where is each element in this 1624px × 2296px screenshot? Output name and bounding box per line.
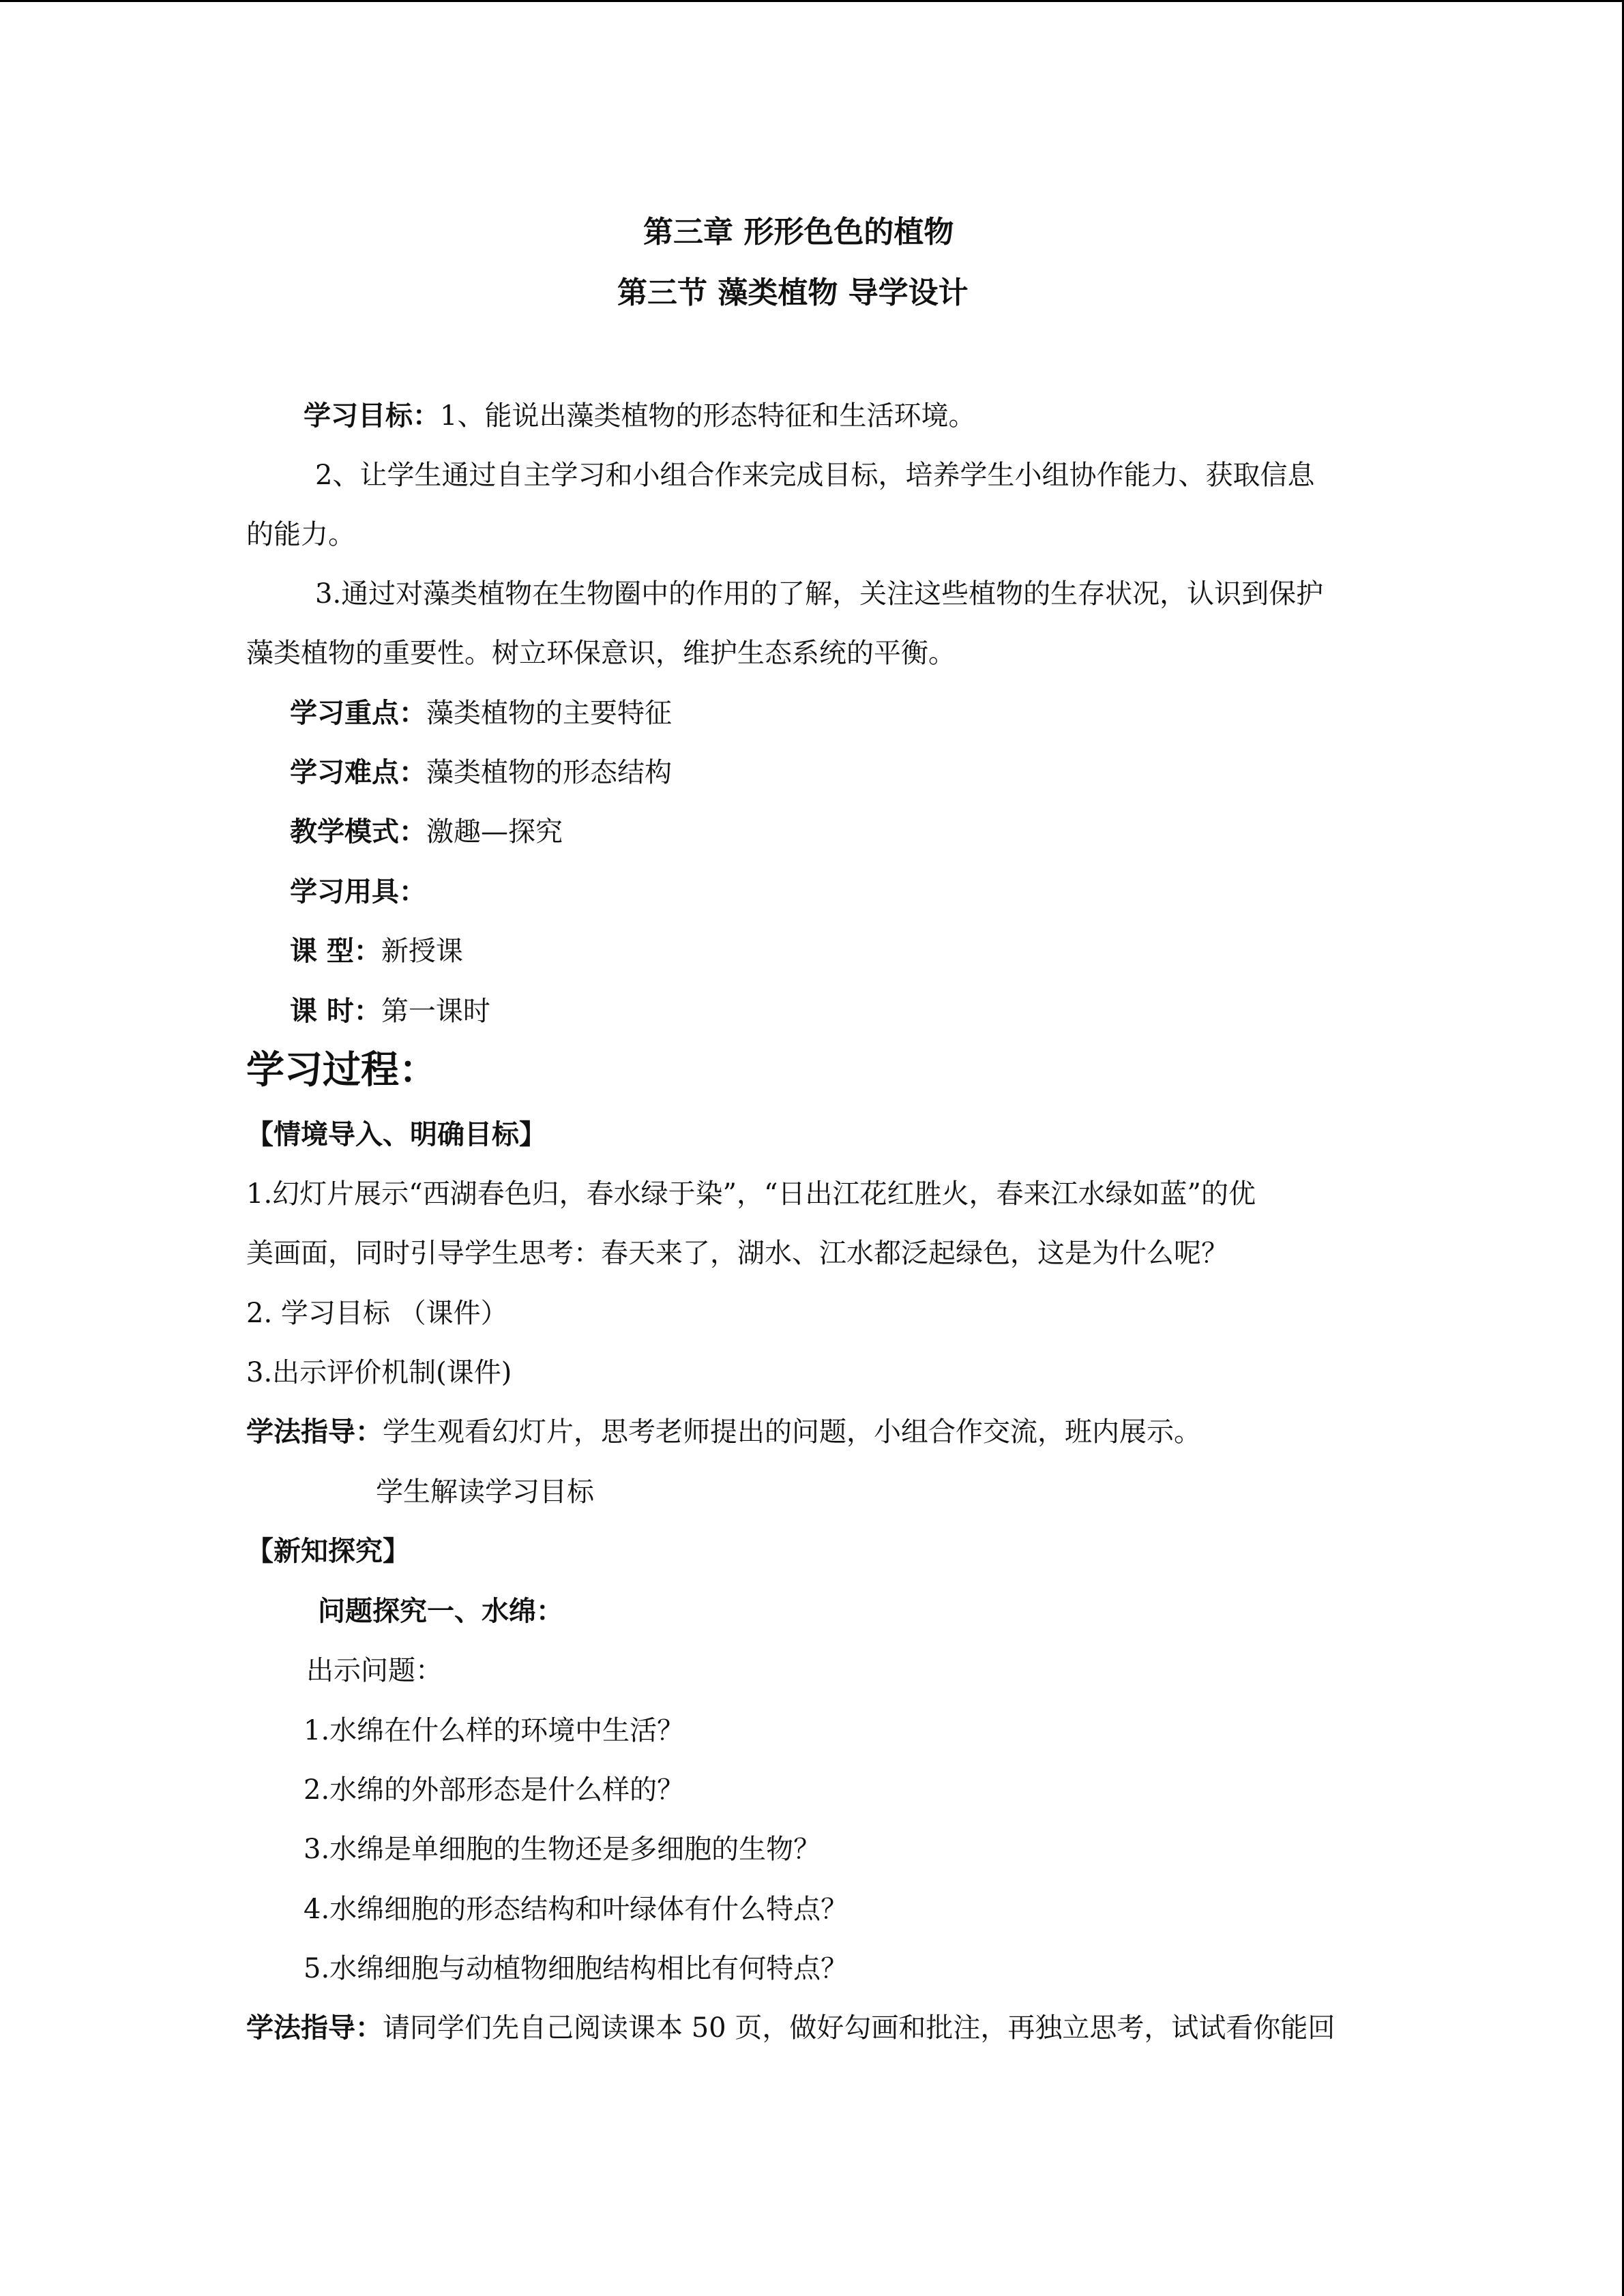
explore-study-guide-label: 学法指导： bbox=[246, 2012, 383, 2044]
intro-paragraph-1-line-1: 1.幻灯片展示“西湖春色归，春水绿于染”，“日出江花红胜火，春来江水绿如蓝”的优 bbox=[246, 1178, 1256, 1210]
lesson-time bbox=[290, 992, 490, 1030]
learning-tools bbox=[290, 873, 426, 911]
key-point-label: 学习重点： bbox=[290, 697, 426, 729]
lesson-type-label: 课 型： bbox=[290, 935, 381, 967]
difficulty-value: 藻类植物的形态结构 bbox=[426, 757, 672, 788]
lesson-time-value: 第一课时 bbox=[381, 996, 490, 1027]
intro-study-guide bbox=[246, 1413, 1201, 1451]
teaching-mode-label: 教学模式： bbox=[290, 816, 426, 848]
question-2: 2.水绵的外部形态是什么样的？ bbox=[304, 1774, 685, 1806]
teaching-mode-value: 激趣—探究 bbox=[426, 816, 563, 848]
question-4: 4.水绵细胞的形态结构和叶绿体有什么特点？ bbox=[304, 1894, 848, 1925]
document-subtitle: 第三节 藻类植物 导学设计 bbox=[617, 275, 969, 310]
difficulty bbox=[290, 754, 672, 792]
intro-paragraph-3: 3.出示评价机制(课件) bbox=[246, 1357, 512, 1388]
lesson-type bbox=[290, 932, 463, 970]
intro-paragraph-1-line-2: 美画面，同时引导学生思考：春天来了，湖水、江水都泛起绿色，这是为什么呢？ bbox=[246, 1238, 1228, 1269]
objective-item-1: 1、能说出藻类植物的形态特征和生活环境。 bbox=[440, 400, 976, 432]
document-title: 第三章 形形色色的植物 bbox=[643, 215, 954, 250]
objective-item-3-line-2: 藻类植物的重要性。树立环保意识，维护生态系统的平衡。 bbox=[246, 638, 956, 669]
difficulty-label: 学习难点： bbox=[290, 756, 426, 788]
section-explore-heading: 【新知探究】 bbox=[246, 1535, 410, 1567]
question-3: 3.水绵是单细胞的生物还是多细胞的生物？ bbox=[304, 1834, 821, 1865]
explore-study-guide bbox=[246, 2009, 1335, 2047]
objective-item-3-line-1: 3.通过对藻类植物在生物圈中的作用的了解，关注这些植物的生存状况，认识到保护 bbox=[315, 578, 1324, 610]
lesson-type-value: 新授课 bbox=[381, 936, 463, 967]
question-1: 1.水绵在什么样的环境中生活？ bbox=[304, 1715, 685, 1746]
objective-item-2-line-2: 的能力。 bbox=[246, 519, 355, 550]
question-explore-heading: 问题探究一、水绵： bbox=[318, 1595, 563, 1627]
intro-paragraph-2: 2. 学习目标 （课件） bbox=[246, 1298, 508, 1329]
objectives-line-1 bbox=[304, 397, 975, 435]
intro-study-guide-label: 学法指导： bbox=[246, 1416, 383, 1448]
process-heading: 学习过程： bbox=[246, 1047, 437, 1092]
objective-item-2-line-1: 2、让学生通过自主学习和小组合作来完成目标，培养学生小组协作能力、获取信息 bbox=[315, 460, 1315, 491]
section-intro-heading: 【情境导入、明确目标】 bbox=[246, 1118, 546, 1150]
learning-tools-label: 学习用具： bbox=[290, 876, 426, 908]
explore-study-guide-text: 请同学们先自己阅读课本 50 页，做好勾画和批注，再独立思考，试试看你能回 bbox=[383, 2012, 1335, 2044]
teaching-mode bbox=[290, 813, 563, 851]
intro-study-guide-text-2: 学生解读学习目标 bbox=[376, 1476, 594, 1508]
lesson-time-label: 课 时： bbox=[290, 995, 381, 1027]
show-questions-label: 出示问题： bbox=[306, 1655, 443, 1686]
intro-study-guide-text: 学生观看幻灯片，思考老师提出的问题，小组合作交流，班内展示。 bbox=[383, 1416, 1201, 1448]
objectives-label: 学习目标： bbox=[304, 400, 440, 432]
question-5: 5.水绵细胞与动植物细胞结构相比有何特点？ bbox=[304, 1953, 848, 1984]
key-point-value: 藻类植物的主要特征 bbox=[426, 698, 672, 729]
page-border-top bbox=[0, 0, 1624, 2]
key-point bbox=[290, 694, 672, 732]
